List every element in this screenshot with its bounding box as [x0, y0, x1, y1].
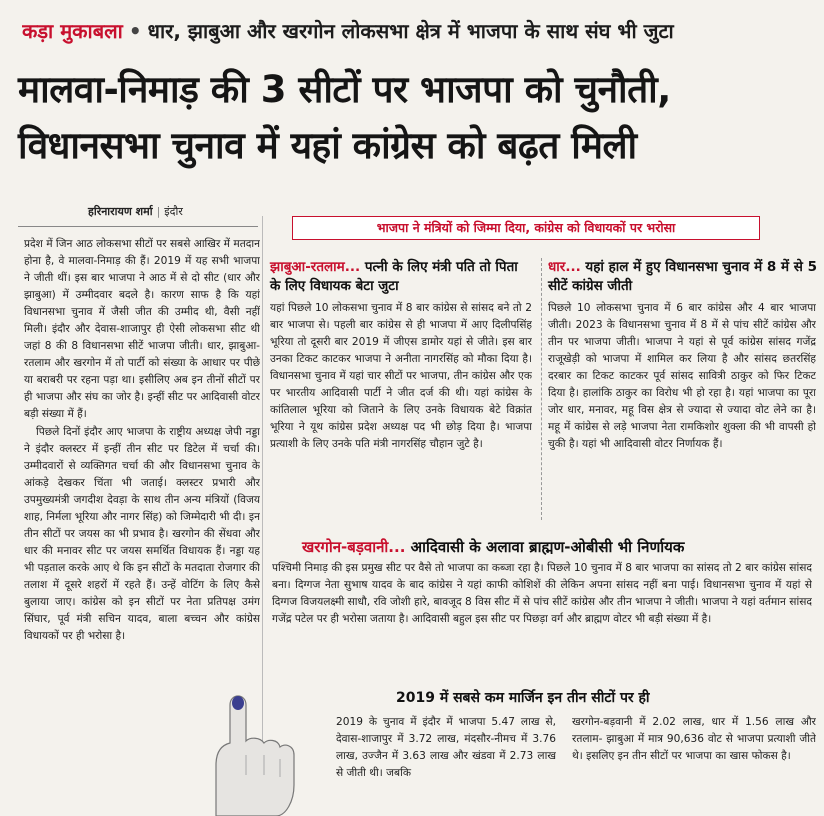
byline-author: हरिनारायण शर्मा [88, 205, 153, 218]
box3-title: आदिवासी के अलावा ब्राह्मण-ओबीसी भी निर्णायक [410, 538, 685, 556]
byline [88, 204, 183, 219]
headline-line-2: विधानसभा चुनाव में यहां कांग्रेस को बढ़त मिली [18, 124, 637, 167]
voting-finger-icon [176, 655, 326, 816]
kicker-label: कड़ा मुकाबला [22, 19, 123, 43]
box4-title: 2019 में सबसे कम मार्जिन इन तीन सीटों पर ही [396, 690, 650, 706]
box3-place: खरगोन-बड़वानी... [302, 538, 406, 556]
kicker-separator: • [128, 19, 142, 43]
box1-place: झाबुआ-रतलाम... [270, 259, 361, 275]
kicker-text: धार, झाबुआ और खरगोन लोकसभा क्षेत्र में भाजपा के साथ संघ भी जुटा [147, 19, 674, 43]
byline-place: इंदौर [164, 205, 183, 218]
box2-heading [548, 258, 818, 296]
byline-rule [18, 226, 258, 227]
byline-separator: | [156, 205, 161, 218]
box-divider [541, 258, 542, 520]
kicker-line [22, 14, 812, 48]
main-story-paragraph-1: प्रदेश में जिन आठ लोकसभा सीटों पर सबसे आखिर में मतदान होना है, वे मालवा-निमाड़ की हैं। 2019 में यह सभी भाजपा ने जीती थीं। इस बार भाजपा ने आठ में से दो सीट (धार और झाबुआ) में उम्मीदवार बदले है। कारण साफ है कि यहां विधानसभा चुनाव में जैसी जीत की उम्मीद थी, वैसी नहीं मिली। इंदौर और देवास-शाजापुर ही ऐसी लोकसभा सीट थी जहां 8 की 8 विधानसभा सीटें भाजपा जीती। धार, झाबुआ-रतलाम और खरगोन में तो पार्टी को संख्या के आधार पर पीछे या बराबरी पर रहना पड़ा था। इसीलिए अब इन तीनों सीटों पर ही भाजपा और संघ का जोर है। इन्हीं सीट पर आदिवासी वोटर बड़ी संख्या में हैं। [24, 238, 260, 420]
headline-line-1: मालवा-निमाड़ की 3 सीटों पर भाजपा को चुनौती, [18, 68, 671, 111]
box1-text: यहां पिछले 10 लोकसभा चुनाव में 8 बार कांग्रेस से सांसद बने तो 2 बार भाजपा से। पहली बार कांग्रेस से ही भाजपा में आए दिलीपसिंह भूरिया तो दूसरी बार 2019 में जीएस डामोर यहां से जीते। इस बार उनका टिकट काटकर भाजपा ने अनीता नागरसिंह को मौका दिया है। विधानसभा चुनाव में यहां चार सीटों पर भाजपा, तीन कांग्रेस और एक पर भारतीय आदिवासी पार्टी ने जीत दर्ज की थी। यहां कांग्रेस के कांतिलाल भूरिया को जिताने के लिए उनके विधायक बेटे विक्रांत भूरिया ने यूथ कांग्रेस प्रदेश अध्यक्ष पद भी छोड़ दिया है। भाजपा प्रत्याशी के लिए उनके पति मंत्री नागरसिंह चौहान जुटे है। [270, 302, 532, 450]
main-story-paragraph-2: पिछले दिनों इंदौर आए भाजपा के राष्ट्रीय अध्यक्ष जेपी नड्डा ने इंदौर क्लस्टर में इन्हीं तीन सीट पर डिटेल में चर्चा की। उम्मीदवारों से व्यक्तिगत चर्चा की और विधानसभा चुनाव के आंकड़े देखकर चिंता भी जताई। क्लस्टर प्रभारी और उपमुख्यमंत्री जगदीश देवड़ा के साथ तीन अन्य मंत्रियों (विजय शाह, निर्मला भूरिया और नागर सिंह) को जिम्मेदारी भी दी। इन तीन सीटों पर जयस का भी प्रभाव है। खरगोन की सेंधवा और धार की मनावर सीट पर जयस समर्थित विधायक हैं। नड्डा यह भी पड़ताल करके आए थे कि इन सीटों के मतदाता रोजगार की तलाश में दूसरे शहरों में रहते हैं। उन्हें वोटिंग के लिए कैसे बुलाया जाए। कांग्रेस को इन सीटों पर नेता प्रतिपक्ष उमंग सिंघार, पूर्व मंत्री सचिन यादव, बाला बच्चन और कांग्रेस विधायकों पर ही भरोसा है। [24, 426, 260, 642]
headline [18, 62, 818, 174]
box2-text: पिछले 10 लोकसभा चुनाव में 6 बार कांग्रेस और 4 बार भाजपा जीती। 2023 के विधानसभा चुनाव में 8 में से पांच सीटें कांग्रेस और तीन पर भाजपा जीती। भाजपा ने यहां से पूर्व कांग्रेस सांसद गजेंद्र राजूखेड़ी को भाजपा में शामिल कर लिया है और सांसद छतरसिंह दरबार का टिकट काटकर पूर्व सांसद सावित्री ठाकुर को फिर टिकट दिया है। हालांकि ठाकुर का विरोध भी हो रहा है। यहां भाजपा का पूरा जोर धार, मनावर, महू विस क्षेत्र से ज्यादा से ज्यादा वोट लेने का है। महू में कांग्रेस से लड़े भाजपा नेता रामकिशोर शुक्ला की भी वापसी हो चुकी है। यहां भी आदिवासी वोटर निर्णायक हैं। [548, 302, 816, 450]
box3-heading [302, 538, 802, 557]
box4-text-right: खरगोन-बड़वानी में 2.02 लाख, धार में 1.56 लाख और रतलाम- झाबुआ में मात्र 90,636 वोट से भाजपा प्रत्याशी जीते थे। इसलिए इन तीन सीटों पर भाजपा का खास फोकस है। [572, 716, 816, 762]
box2-title: यहां हाल में हुए विधानसभा चुनाव में 8 में से 5 सीटें कांग्रेस जीती [548, 259, 817, 294]
box2-place: धार... [548, 259, 581, 275]
box3-text: पश्चिमी निमाड़ की इस प्रमुख सीट पर वैसे तो भाजपा का कब्जा रहा है। पिछले 10 चुनाव में 8 बार भाजपा का सांसद तो 2 बार कांग्रेस सांसद बना। दिग्गज नेता सुभाष यादव के बाद कांग्रेस ने यहां काफी कोशिशें की लेकिन अपना सांसद नहीं बना पाई। विधानसभा चुनाव में यहां से दिग्गज विजयलक्ष्मी साधौ, रवि जोशी हारे, बावजूद 8 विस सीट में से पांच सीटें कांग्रेस और तीन भाजपा ने जीती। भाजपा ने यहां वर्तमान सांसद गजेंद्र पटेल पर ही भरोसा जताया है। आदिवासी बहुल इस सीट पर पिछड़ा वर्ग और ब्राह्मण वोटर भी बड़ी संख्या में है। [272, 562, 812, 625]
box1-title: पत्नी के लिए मंत्री पति तो पिता के लिए विधायक बेटा जुटा [270, 259, 518, 294]
box4-text-left: 2019 के चुनाव में इंदौर में भाजपा 5.47 लाख से, देवास-शाजापुर में 3.72 लाख, मंदसौर-नीमच में 3.76 लाख, उज्जैन में 3.63 लाख और खंडवा में 2.73 लाख से जीती थी। जबकि [336, 716, 556, 779]
ink-mark [232, 696, 244, 710]
section-banner: भाजपा ने मंत्रियों को जिम्मा दिया, कांग्रेस को विधायकों पर भरोसा [292, 216, 760, 240]
main-story-column [24, 236, 260, 666]
box1-heading [270, 258, 532, 296]
